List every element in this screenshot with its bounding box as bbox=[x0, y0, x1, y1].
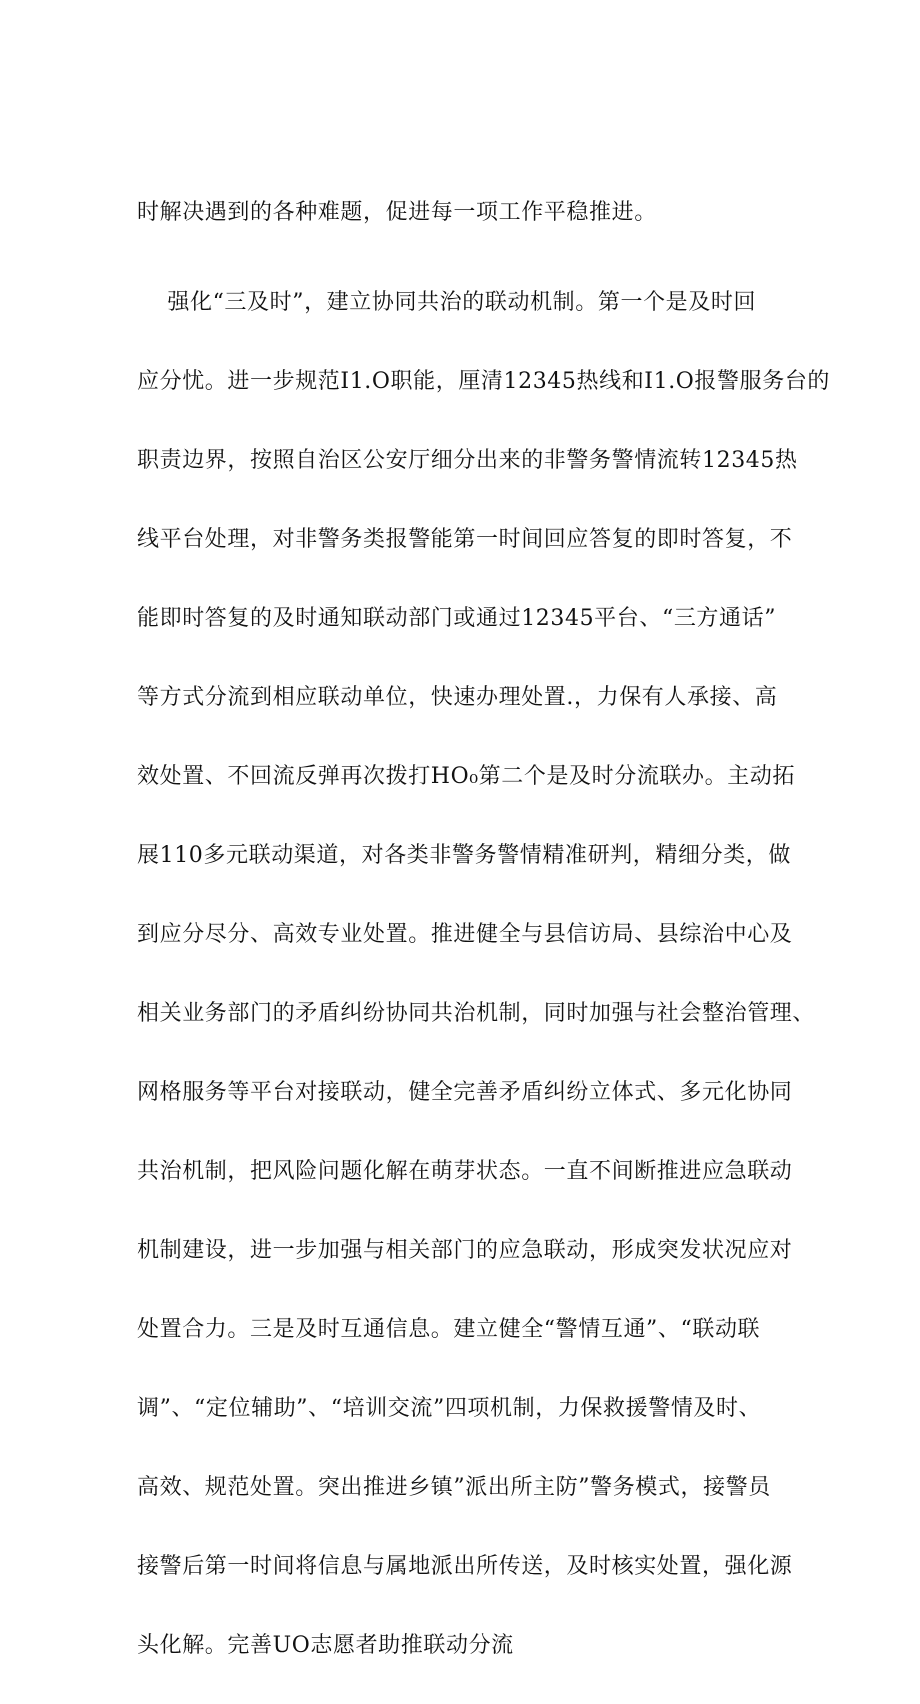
paragraph-gap bbox=[137, 233, 827, 244]
text-line: 接警后第一时间将信息与属地派出所传送，及时核实处置，强化源 bbox=[137, 1554, 793, 1579]
document-body bbox=[137, 192, 831, 1704]
text-line: 头化解。完善UO志愿者助推联动分流 bbox=[137, 1633, 514, 1658]
text-line: 到应分尽分、高效专业处置。推进健全与县信访局、县综治中心及 bbox=[137, 922, 793, 947]
text-line: 线平台处理，对非警务类报警能第一时间回应答复的即时答复，不 bbox=[137, 527, 793, 552]
text-line: 职责边界，按照自治区公安厅细分出来的非警务警情流转12345热 bbox=[137, 448, 798, 473]
text-line: 强化“三及时”，建立协同共治的联动机制。第一个是及时回 bbox=[137, 290, 757, 315]
text-line: 处置合力。三是及时互通信息。建立健全“警情互通”、“联动联 bbox=[137, 1317, 761, 1342]
text-line: 调”、“定位辅助”、“培训交流”四项机制，力保救援警情及时、 bbox=[137, 1396, 762, 1421]
text-line: 共治机制，把风险问题化解在萌芽状态。一直不间断推进应急联动 bbox=[137, 1159, 793, 1184]
text-line: 效处置、不回流反弹再次拨打HO₀第二个是及时分流联办。主动拓 bbox=[137, 764, 796, 789]
paragraph-1 bbox=[137, 192, 827, 233]
text-line: 网格服务等平台对接联动，健全完善矛盾纠纷立体式、多元化协同 bbox=[137, 1080, 793, 1105]
text-line: 能即时答复的及时通知联动部门或通过12345平台、“三方通话” bbox=[137, 606, 777, 631]
text-line: 展110多元联动渠道，对各类非警务警情精准研判，精细分类，做 bbox=[137, 843, 791, 868]
text-line: 时解决遇到的各种难题，促进每一项工作平稳推进。 bbox=[137, 200, 657, 225]
paragraph-2 bbox=[137, 244, 831, 1704]
text-line: 应分忧。进一步规范I1.O职能，厘清12345热线和I1.O报警服务台的 bbox=[137, 369, 831, 394]
text-line: 等方式分流到相应联动单位，快速办理处置.，力保有人承接、高 bbox=[137, 685, 778, 710]
text-line: 机制建设，进一步加强与相关部门的应急联动，形成突发状况应对 bbox=[137, 1238, 793, 1263]
text-line: 相关业务部门的矛盾纠纷协同共治机制，同时加强与社会整治管理、 bbox=[137, 1001, 816, 1026]
text-line: 高效、规范处置。突出推进乡镇”派出所主防”警务模式，接警员 bbox=[137, 1475, 771, 1500]
